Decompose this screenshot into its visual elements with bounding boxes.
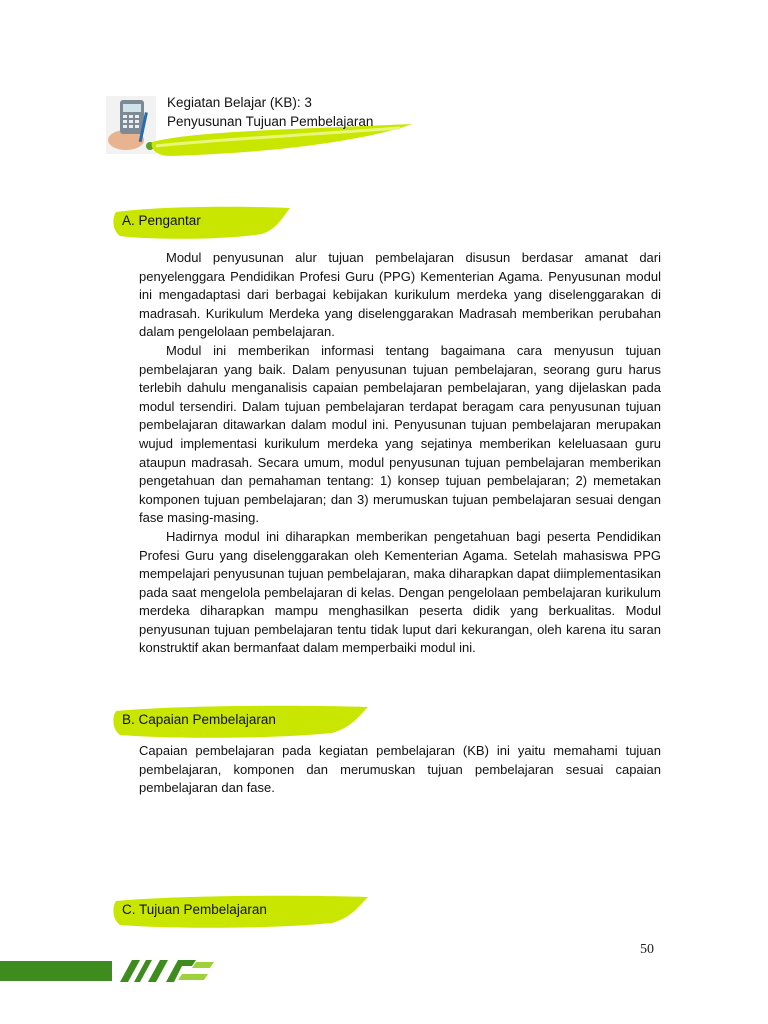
capaian-body [139, 742, 661, 798]
pengantar-paragraph-1: Modul penyusunan alur tujuan pembelajaran disusun berdasar amanat dari penyelenggara Pendidikan Profesi Guru (PPG) Kementerian Agama. Penyusunan modul ini mengadaptasi dari berbagai kebijakan kurikulum merdeka yang diselenggarakan di madrasah. Kurikulum Merdeka yang diselenggarakan Madrasah memberikan perubahan dalam pengelolaan pembelajaran. [139, 250, 661, 340]
section-title-capaian: B. Capaian Pembelajaran [122, 712, 276, 727]
page-number: 50 [640, 942, 654, 957]
capaian-paragraph: Capaian pembelajaran pada kegiatan pembelajaran (KB) ini yaitu memahami tujuan pembelajaran, komponen dan merumuskan tujuan pembelajaran sesuai capaian pembelajaran dan fase. [139, 743, 661, 796]
calculator-hand-icon [106, 96, 156, 154]
section-title-tujuan: C. Tujuan Pembelajaran [122, 902, 267, 917]
pengantar-paragraph-3: Hadirnya modul ini diharapkan memberikan pengetahuan bagi peserta Pendidikan Profesi Guru yang diselenggarakan oleh Kementerian Agama. Setelah mahasiswa PPG mempelajari penyusunan tujuan pembelajaran, maka diharapkan dapat diimplementasikan pada saat mengelola pembelajaran di kelas. Dengan pengelolaan pembelajaran kurikulum merdeka diharapkan mampu menghasilkan peserta didik yang berkualitas. Modul penyusunan tujuan pembelajaran tentu tidak luput dari kekurangan, oleh karena itu saran konstruktif akan bermanfaat dalam memperbaiki modul ini. [139, 528, 661, 656]
module-title: Penyusunan Tujuan Pembelajaran [167, 114, 374, 129]
pengantar-paragraph-2: Modul ini memberikan informasi tentang bagaimana cara menyusun tujuan pembelajaran yang baik. Dalam penyusunan tujuan pembelajaran, seorang guru harus terlebih dahulu menganalisis capaian pembelajaran pembelajaran, yang dijelaskan pada modul tersendiri. Dalam tujuan pembelajaran terdapat beragam cara penyusunan tujuan pembelajaran ditawarkan dalam modul ini. Penyusunan tujuan pembelajaran merupakan wujud implementasi kurikulum merdeka yang sejatinya memberikan keleluasaan guru ataupun madrasah. Secara umum, modul penyusunan tujuan pembelajaran memberikan pengetahuan dan pemahaman tentang: 1) konsep tujuan pembelajaran; 2) memetakan komponen tujuan pembelajaran; dan 3) merumuskan tujuan pembelajaran sesuai dengan fase masing-masing. [139, 342, 661, 526]
pengantar-body [139, 249, 661, 658]
module-kb-label: Kegiatan Belajar (KB): 3 [167, 95, 312, 110]
footer-bar [0, 961, 112, 981]
section-title-pengantar: A. Pengantar [122, 213, 201, 228]
ppg-logo-icon [112, 956, 216, 986]
